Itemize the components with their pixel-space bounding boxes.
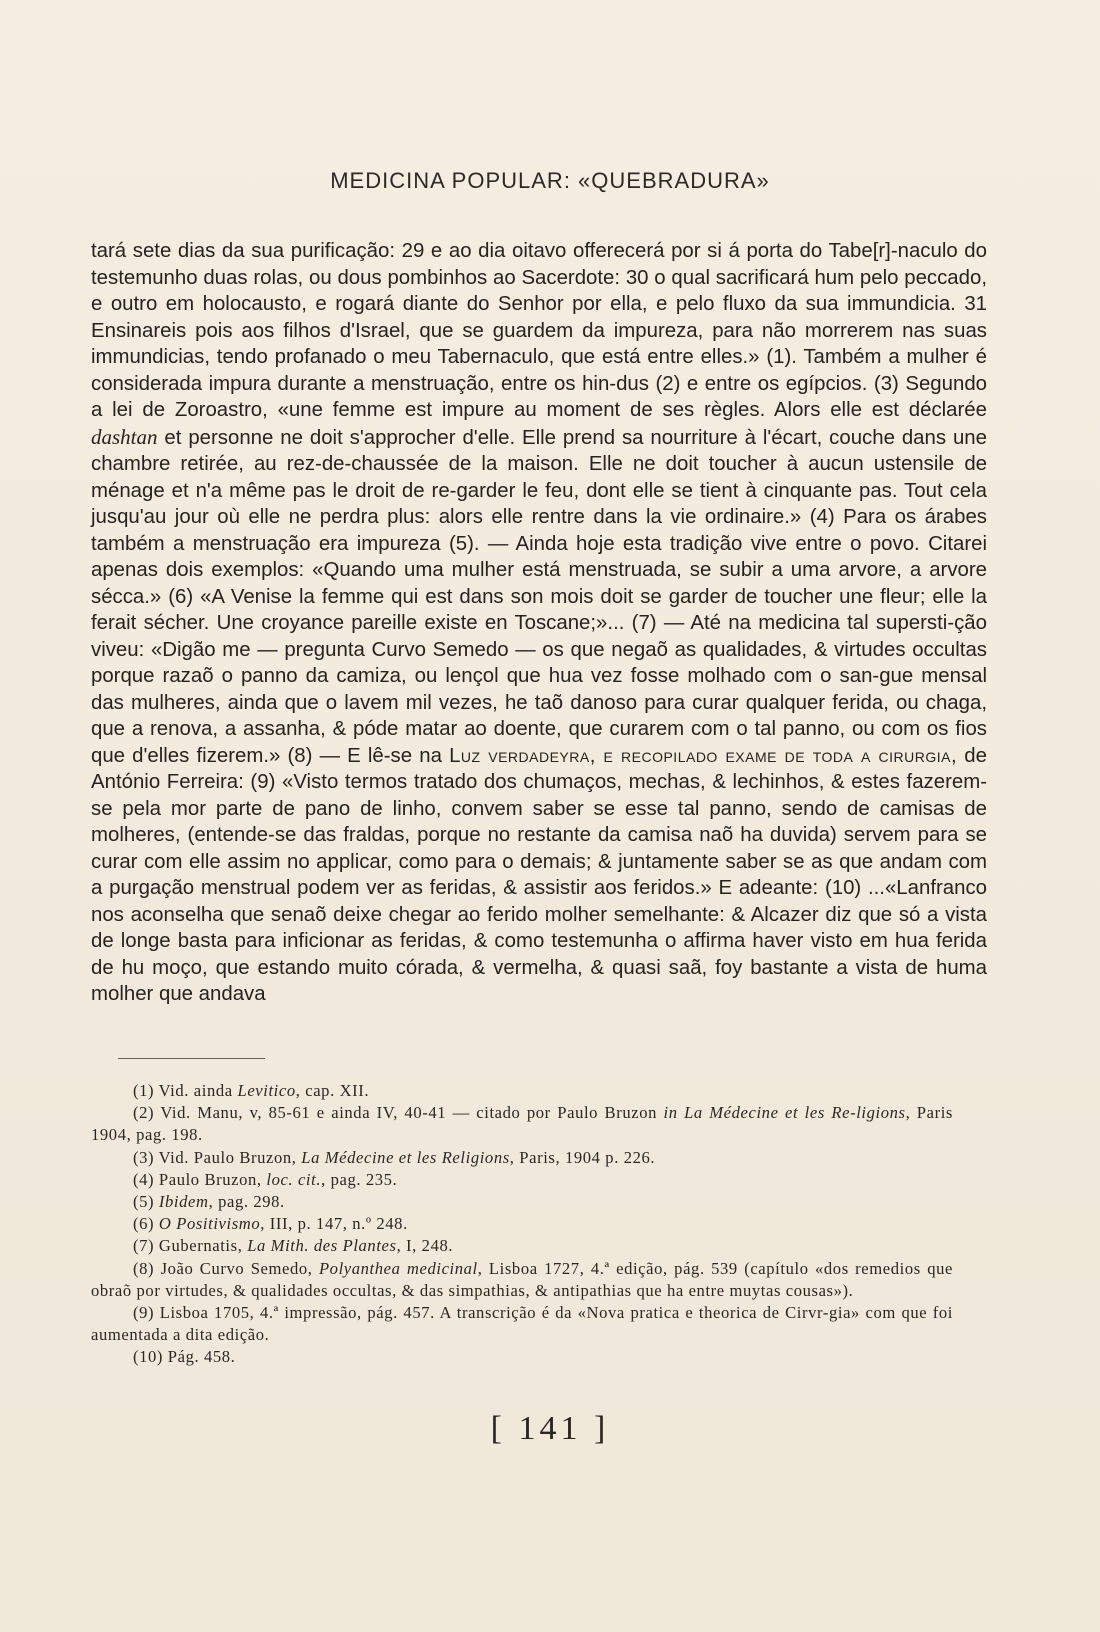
footnote-5: (5) Ibidem, pag. 298. [133, 1192, 285, 1212]
footnote-6: (6) O Positivismo, III, p. 147, n.º 248. [133, 1214, 408, 1234]
main-text-book-title: Luz verdadeyra, e recopilado exame de toda a cirurgia, [449, 744, 958, 767]
main-text [91, 238, 987, 1008]
footnote-3: (3) Vid. Paulo Bruzon, La Médecine et les Religions, Paris, 1904 p. 226. [133, 1147, 656, 1167]
footnote-9: (9) Lisboa 1705, 4.ª impressão, pág. 457. A transcrição é da «Nova pratica e theorica de Cirvr-gia» com que foi aumentada a dita edição. [91, 1303, 953, 1345]
footnote-2: (2) Vid. Manu, v, 85-61 e ainda IV, 40-41 — citado por Paulo Bruzon in La Médecine et les Re-ligions, Paris 1904, pag. 198. [91, 1103, 953, 1145]
footnote-8: (8) João Curvo Semedo, Polyanthea medicinal, Lisboa 1727, 4.ª edição, pág. 539 (capítulo «dos remedios que obraõ por virtudes, & qualidades occultas, & das simpathias, & antipathias que ha entre muytas cousas»). [91, 1258, 953, 1300]
footnote-10: (10) Pág. 458. [133, 1347, 236, 1367]
main-text-part-1: tará sete dias da sua purificação: 29 e ao dia oitavo offerecerá por si á porta do Tabe[r]-naculo do testemunho duas rolas, ou dous pombinhos ao Sacerdote: 30 o qual sacrificará hum pelo peccado, e outro em holocausto, e rogará diante do Senhor por ella, e pelo fluxo da sua immundicia. 31 Ensinareis pois aos filhos d'Israel, que se guardem da impureza, para não morrerem nas suas immundicias, tendo profanado o meu Tabernaculo, que está entre elles.» (1). Também a mulher é considerada impura durante a menstruação, entre os hin-dus (2) e entre os egípcios. (3) Segundo a lei de Zoroastro, «une femme est impure au moment de ses règles. Alors elle est déclarée [91, 240, 987, 421]
main-text-italic-term: dashtan [91, 424, 158, 449]
footnote-7: (7) Gubernatis, La Mith. des Plantes, I, 248. [133, 1236, 454, 1256]
footnote-1: (1) Vid. ainda Levitico, cap. XII. [133, 1081, 370, 1100]
footnotes-list [91, 1080, 953, 1369]
main-text-part-3: de António Ferreira: (9) «Visto termos tratado dos chumaços, mechas, & lechinhos, & estes fazerem-se pela mor parte de pano de linho, convem saber se esse tal panno, sendo de camisas de molheres, (entende-se das fraldas, porque no restante da camisa naõ ha duvida) servem para se curar com elle assim no applicar, como para o demais; & juntamente saber se as que andam com a purgação menstrual podem ver as feridas, & assistir aos feridos.» E adeante: (10) ...«Lanfranco nos aconselha que senaõ deixe chegar ao ferido molher semelhante: & Alcazer diz que só a vista de longe basta para inficionar as feridas, & como testemunha o affirma haver visto em hua ferida de hu moço, que estando muito córada, & vermelha, & quasi saã, foy bastante a vista de huma molher que andava [91, 744, 987, 1005]
running-title: MEDICINA POPULAR: «QUEBRADURA» [330, 168, 770, 193]
main-text-part-2: et personne ne doit s'approcher d'elle. Elle prend sa nourriture à l'écart, couche dans une chambre retirée, au rez-de-chaussée de la maison. Elle ne doit toucher à aucun ustensile de ménage et n'a même pas le droit de re-garder le feu, dont elle se tient à cinquante pas. Tout cela jusqu'au jour où elle ne perdra plus: alors elle rentre dans la vie ordinaire.» (4) Para os árabes também a menstruação era impureza (5). — Ainda hoje esta tradição vive entre o povo. Citarei apenas dois exemplos: «Quando uma mulher está menstruada, se subir a uma arvore, a arvore sécca.» (6) «A Venise la femme qui est dans son mois doit se garder de toucher une fleur; elle la ferait sécher. Une croyance pareille existe en Toscane;»... (7) — Até na medicina tal supersti-ção viveu: «Digão me — pregunta Curvo Semedo — os que negaõ as qualidades, & virtudes occultas porque razaõ o panno da camiza, ou lençol que hua vez fosse molhado com o san-gue mensal das mulheres, ainda que o lavem mil vezes, he taõ danoso para curar qualquer ferida, ou chaga, que a renova, a assanha, & póde matar ao doente, que curarem com o tal panno, ou com os fios que d'elles fizerem.» (8) — E lê-se na [91, 426, 987, 767]
footnote-4: (4) Paulo Bruzon, loc. cit., pag. 235. [133, 1169, 398, 1189]
page-number: [ 141 ] [490, 1410, 610, 1447]
footnote-divider [118, 1058, 265, 1059]
